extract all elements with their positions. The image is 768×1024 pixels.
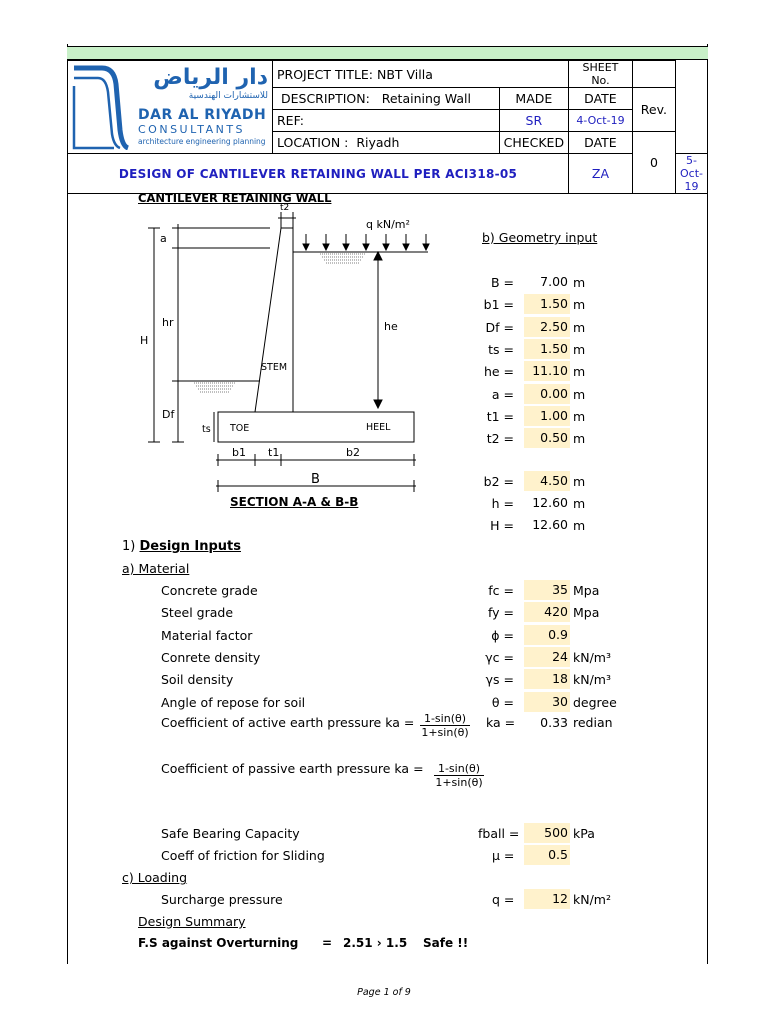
- input-unit: degree: [573, 694, 617, 710]
- logo-arabic-sub: للاستشارات الهندسية: [188, 91, 268, 101]
- input-label: Material factor: [161, 627, 253, 643]
- logo-swoosh-icon: [70, 64, 130, 150]
- date-label-2: DATE: [569, 132, 633, 154]
- overturning-eq: =: [322, 936, 333, 950]
- input-symbol: a =: [491, 386, 514, 402]
- input-unit: m: [573, 341, 586, 357]
- input-unit: m: [573, 431, 586, 447]
- kp-label: Coefficient of passive earth pressure ka =: [161, 761, 424, 776]
- location-cell: [273, 132, 500, 154]
- surcharge-unit: kN/m²: [573, 892, 611, 907]
- loading-heading: c) Loading: [122, 870, 188, 885]
- made-by: SR: [499, 110, 568, 132]
- kp-denominator: 1+sin(θ): [435, 776, 483, 789]
- input-unit: m: [573, 275, 586, 290]
- label-df: Df: [162, 408, 175, 421]
- friction-label: Coeff of friction for Sliding: [161, 848, 325, 863]
- page-number: Page 1 of 9: [357, 987, 411, 998]
- made-label: MADE: [499, 88, 568, 110]
- checked-date: 5-Oct-19: [676, 154, 708, 194]
- label-toe: TOE: [230, 423, 250, 434]
- label-b1: b1: [232, 446, 246, 459]
- sheet-title: DESIGN OF CANTILEVER RETAINING WALL PER ACI318-05: [68, 154, 569, 194]
- surcharge-symbol: q =: [492, 892, 515, 907]
- input-symbol: b2 =: [483, 474, 514, 489]
- input-symbol: ϕ =: [491, 627, 514, 643]
- label-a: a: [160, 232, 167, 245]
- input-value[interactable]: 2.50: [524, 317, 570, 337]
- input-value: 12.60: [532, 517, 568, 532]
- input-label: Conrete density: [161, 649, 261, 665]
- label-B: B: [311, 472, 320, 487]
- input-value[interactable]: 420: [524, 602, 570, 622]
- overturning-result: 2.51 › 1.5: [343, 936, 408, 950]
- label-hr: hr: [162, 316, 174, 329]
- description-label: DESCRIPTION:: [280, 91, 370, 106]
- title-block: [67, 60, 708, 194]
- input-value[interactable]: 18: [524, 669, 570, 689]
- surcharge-value[interactable]: 12: [524, 889, 570, 909]
- date-label: DATE: [569, 88, 633, 110]
- overturning-status: Safe !!: [423, 936, 469, 950]
- input-value[interactable]: 4.50: [524, 471, 570, 491]
- input-unit: m: [573, 319, 586, 335]
- ka-symbol: ka =: [486, 715, 516, 730]
- diagram-title: CANTILEVER RETAINING WALL: [138, 191, 332, 205]
- input-value[interactable]: 1.50: [524, 294, 570, 314]
- logo-consultants: CONSULTANTS: [138, 123, 246, 136]
- label-q: q kN/m²: [366, 218, 410, 231]
- input-value: 12.60: [532, 495, 568, 510]
- input-symbol: fc =: [488, 583, 514, 598]
- project-title-cell: [273, 61, 569, 88]
- stem: [255, 228, 293, 412]
- bearing-value[interactable]: 500: [524, 823, 570, 843]
- logo-name: DAR AL RIYADH: [138, 107, 267, 123]
- logo-tagline: architecture engineering planning: [138, 137, 266, 146]
- input-unit: m: [573, 364, 586, 380]
- input-unit: m: [573, 386, 586, 402]
- surcharge-label: Surcharge pressure: [161, 892, 283, 907]
- material-heading: a) Material: [122, 561, 190, 576]
- friction-value[interactable]: 0.5: [524, 845, 570, 865]
- input-value[interactable]: 35: [524, 580, 570, 600]
- project-title-value: NBT Villa: [377, 66, 433, 82]
- ka-fraction: [420, 712, 470, 739]
- input-unit: kN/m³: [573, 649, 611, 665]
- description-cell: [273, 88, 500, 110]
- input-symbol: fy =: [487, 605, 514, 621]
- ka-numerator: 1-sin(θ): [420, 712, 470, 726]
- location-label: LOCATION :: [277, 135, 349, 150]
- sheet-no-label: SHEET No.: [569, 61, 633, 88]
- input-unit: m: [573, 518, 586, 533]
- input-symbol: H =: [490, 518, 514, 533]
- input-value[interactable]: 1.00: [524, 406, 570, 426]
- design-inputs-number: 1): [122, 539, 136, 554]
- friction-symbol: μ =: [492, 848, 515, 863]
- ka-unit: redian: [573, 715, 613, 730]
- bearing-label: Safe Bearing Capacity: [161, 826, 300, 841]
- input-label: Concrete grade: [161, 583, 258, 598]
- ka-label: Coefficient of active earth pressure ka =: [161, 715, 415, 730]
- rev-label: Rev.: [632, 88, 675, 132]
- logo-cell: [68, 61, 273, 154]
- input-symbol: Df =: [485, 319, 514, 335]
- input-symbol: t2 =: [486, 431, 514, 447]
- label-H: H: [140, 334, 149, 347]
- input-unit: m: [573, 408, 586, 424]
- label-he: he: [384, 320, 398, 333]
- ref-cell: [273, 110, 500, 132]
- input-unit: Mpa: [573, 583, 600, 598]
- project-title-label: PROJECT TITLE:: [277, 66, 374, 82]
- made-date: 4-Oct-19: [569, 110, 633, 132]
- design-inputs-heading: Design Inputs: [139, 539, 241, 554]
- input-unit: m: [573, 496, 586, 511]
- input-symbol: b1 =: [483, 297, 514, 313]
- label-ts: ts: [202, 424, 211, 435]
- header-band: [67, 46, 708, 60]
- input-symbol: θ =: [491, 694, 514, 710]
- input-value[interactable]: 1.50: [524, 339, 570, 359]
- input-symbol: he =: [483, 364, 514, 380]
- sheet-no-value: [632, 61, 675, 88]
- label-b2: b2: [346, 446, 360, 459]
- input-symbol: B =: [490, 275, 514, 290]
- label-t1: t1: [268, 446, 280, 459]
- input-value[interactable]: 11.10: [524, 361, 570, 381]
- input-symbol: γc =: [485, 649, 514, 665]
- label-stem: STEM: [261, 362, 288, 373]
- bearing-unit: kPa: [573, 826, 595, 841]
- summary-heading: Design Summary: [138, 914, 246, 929]
- input-label: Angle of repose for soil: [161, 694, 306, 710]
- rev-value: 0: [632, 132, 675, 194]
- input-unit: m: [573, 297, 586, 313]
- kp-fraction: [434, 762, 484, 789]
- input-value[interactable]: 0.00: [524, 384, 570, 404]
- company-logo: [68, 63, 272, 151]
- kp-numerator: 1-sin(θ): [434, 762, 484, 776]
- logo-arabic: دار الرياض: [153, 65, 268, 90]
- checked-by: ZA: [569, 154, 633, 194]
- input-symbol: ts =: [488, 341, 514, 357]
- input-value[interactable]: 24: [524, 647, 570, 667]
- input-label: Soil density: [161, 672, 234, 688]
- ref-label: REF:: [277, 113, 305, 128]
- bearing-symbol: fball =: [478, 826, 520, 841]
- input-value[interactable]: 0.9: [524, 625, 570, 645]
- description-value: Retaining Wall: [381, 91, 471, 106]
- input-symbol: h =: [491, 496, 514, 511]
- geometry-heading: b) Geometry input: [482, 230, 598, 245]
- ka-value: 0.33: [540, 715, 568, 730]
- design-inputs-title: [122, 539, 241, 554]
- input-unit: Mpa: [573, 605, 600, 621]
- input-value[interactable]: 0.50: [524, 428, 570, 448]
- input-value: 7.00: [540, 274, 568, 289]
- checked-label: CHECKED: [499, 132, 568, 154]
- input-symbol: t1 =: [486, 408, 514, 424]
- overturning-label: F.S against Overturning: [138, 936, 299, 950]
- ka-denominator: 1+sin(θ): [421, 726, 469, 739]
- input-symbol: γs =: [485, 672, 514, 688]
- input-value[interactable]: 30: [524, 692, 570, 712]
- input-label: Steel grade: [161, 605, 234, 621]
- section-label: SECTION A-A & B-B: [230, 495, 359, 509]
- input-unit: kN/m³: [573, 672, 611, 688]
- label-t2: t2: [280, 203, 290, 213]
- label-heel: HEEL: [366, 422, 391, 433]
- location-value: Riyadh: [356, 135, 400, 150]
- input-unit: m: [573, 474, 586, 489]
- retaining-wall-diagram: [130, 198, 450, 518]
